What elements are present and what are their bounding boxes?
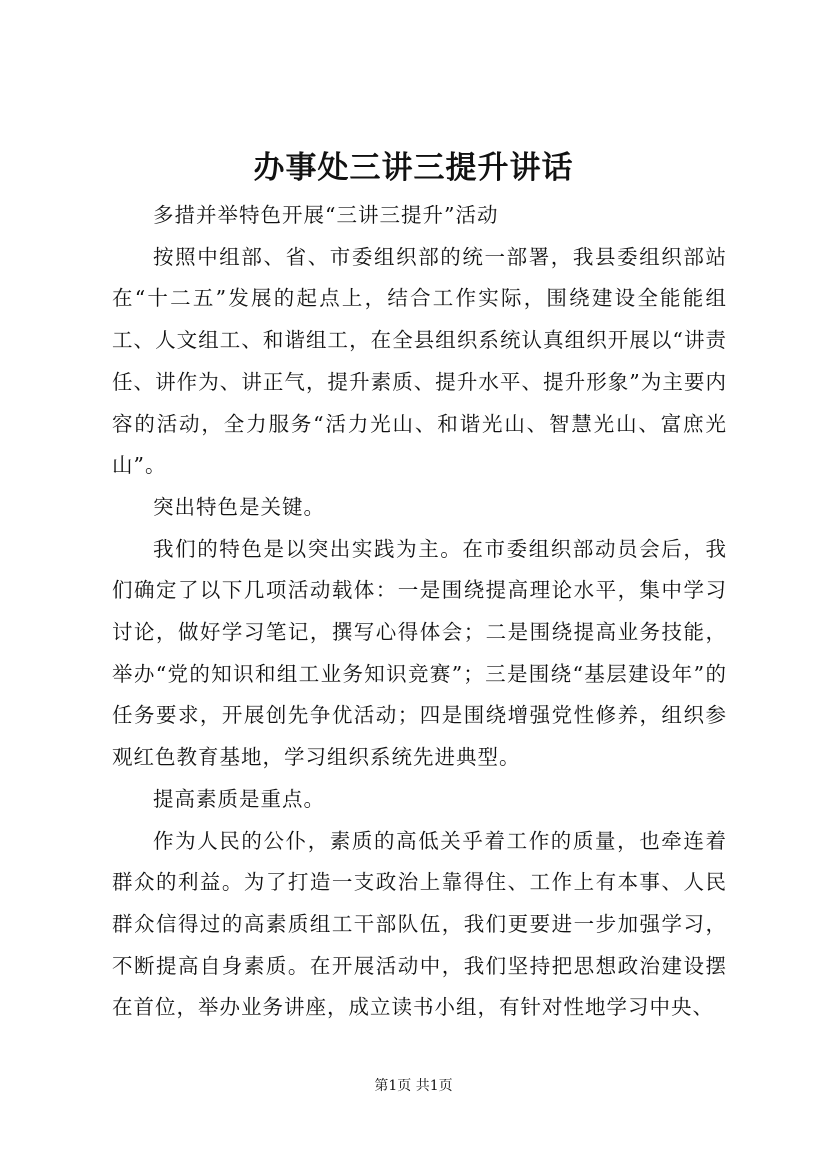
intro-paragraph: 按照中组部、省、市委组织部的统一部署，我县委组织部站在“十二五”发展的起点上，结合工作实际，围绕建设全能能组工、人文组工、和谐组工，在全县组织系统认真组织开展以“讲责任、讲作为、讲正气，提升素质、提升水平、提升形象”为主要内容的活动，全力服务“活力光山、和谐光山、智慧光山、富庶光山”。 <box>112 244 727 478</box>
section-heading-paragraph: 提高素质是重点。 <box>153 786 325 811</box>
document-body <box>112 195 727 1029</box>
page-footer: 第1页 共1页 <box>374 1078 453 1094</box>
document-title: 办事处三讲三提升讲话 <box>253 150 574 186</box>
section-heading-paragraph: 突出特色是关键。 <box>153 494 325 519</box>
subtitle-paragraph: 多措并举特色开展“三讲三提升”活动 <box>153 203 499 227</box>
body-paragraph: 作为人民的公仆，素质的高低关乎着工作的质量，也牵连着群众的利益。为了打造一支政治上靠得住、工作上有本事、人民群众信得过的高素质组工干部队伍，我们更要进一步加强学习，不断提高自身素质。在开展活动中，我们坚持把思想政治建设摆在首位，举办业务讲座，成立读书小组，有针对性地学习中央、 <box>112 828 727 1020</box>
body-paragraph: 我们的特色是以突出实践为主。在市委组织部动员会后，我们确定了以下几项活动载体：一是围绕提高理论水平，集中学习讨论，做好学习笔记，撰写心得体会；二是围绕提高业务技能，举办“党的知识和组工业务知识竞赛”；三是围绕“基层建设年”的任务要求，开展创先争优活动；四是围绕增强党性修养，组织参观红色教育基地，学习组织系统先进典型。 <box>112 536 727 770</box>
